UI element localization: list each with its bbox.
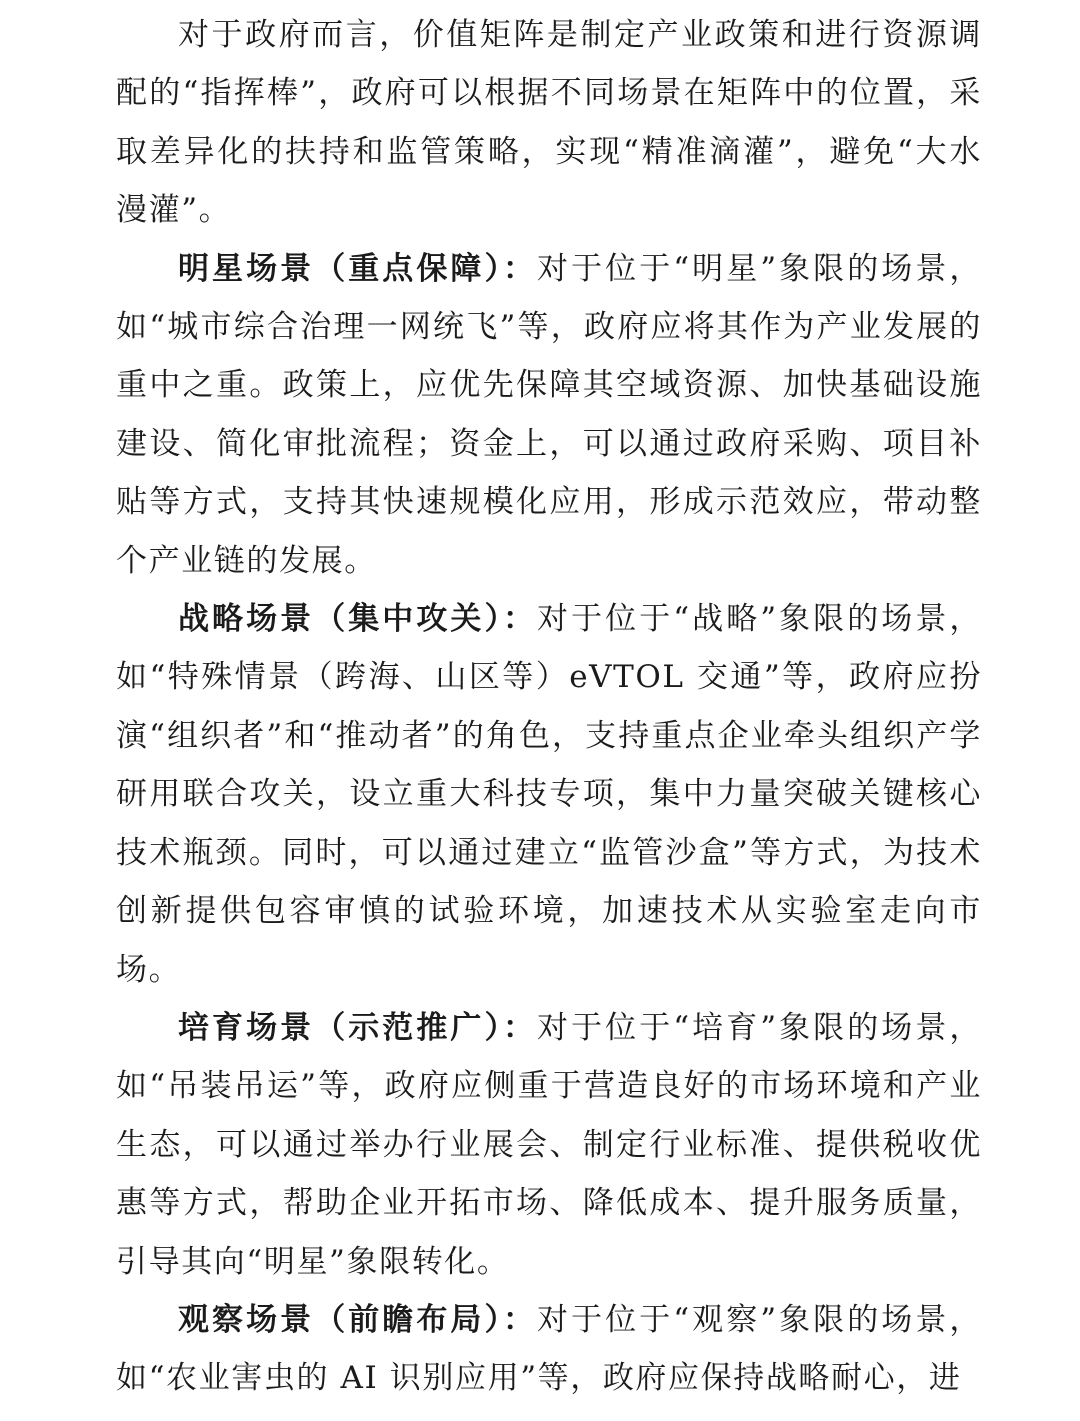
star-scenario-heading: 明星场景（重点保障）： <box>178 250 538 287</box>
observation-scenario-text: 对于位于“观察”象限的场景，如“农业害虫的 AI 识别应用”等，政府应保持战略耐心，进 <box>116 1301 982 1397</box>
strategic-scenario-heading: 战略场景（集中攻关）： <box>178 601 538 638</box>
strategic-scenario-paragraph <box>116 590 982 999</box>
intro-paragraph <box>116 6 982 240</box>
intro-paragraph-text: 对于政府而言，价值矩阵是制定产业政策和进行资源调配的“指挥棒”，政府可以根据不同场景在矩阵中的位置，采取差异化的扶持和监管策略，实现“精准滴灌”，避免“大水漫灌”。 <box>116 17 982 229</box>
star-scenario-paragraph <box>116 240 982 590</box>
star-scenario-text: 对于位于“明星”象限的场景，如“城市综合治理一网统飞”等，政府应将其作为产业发展的重中之重。政策上，应优先保障其空域资源、加快基础设施建设、简化审批流程；资金上，可以通过政府采购、项目补贴等方式，支持其快速规模化应用，形成示范效应，带动整个产业链的发展。 <box>116 250 982 579</box>
cultivation-scenario-heading: 培育场景（示范推广）： <box>178 1009 538 1046</box>
document-page <box>116 6 982 1408</box>
observation-scenario-heading: 观察场景（前瞻布局）： <box>178 1301 538 1338</box>
observation-scenario-paragraph <box>116 1291 982 1408</box>
cultivation-scenario-text: 对于位于“培育”象限的场景，如“吊装吊运”等，政府应侧重于营造良好的市场环境和产业生态，可以通过举办行业展会、制定行业标准、提供税收优惠等方式，帮助企业开拓市场、降低成本、提升服务质量，引导其向“明星”象限转化。 <box>116 1009 982 1280</box>
cultivation-scenario-paragraph <box>116 999 982 1291</box>
strategic-scenario-text: 对于位于“战略”象限的场景，如“特殊情景（跨海、山区等）eVTOL 交通”等，政府应扮演“组织者”和“推动者”的角色，支持重点企业牵头组织产学研用联合攻关，设立重大科技专项，集中力量突破关键核心技术瓶颈。同时，可以通过建立“监管沙盒”等方式，为技术创新提供包容审慎的试验环境，加速技术从实验室走向市场。 <box>116 601 982 988</box>
